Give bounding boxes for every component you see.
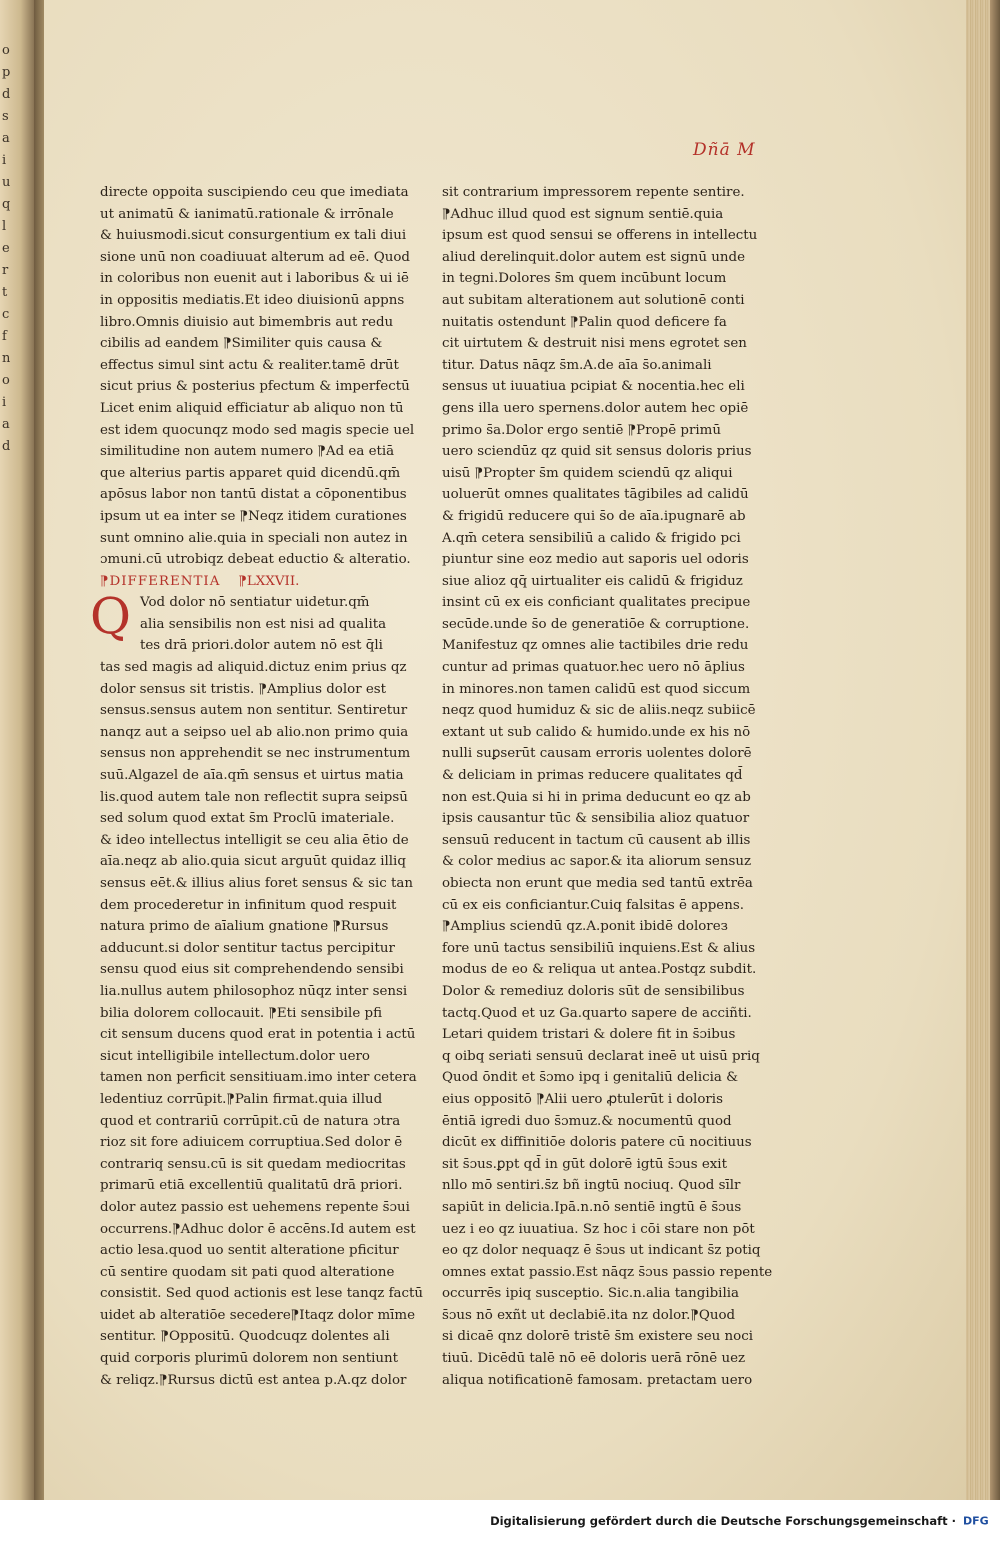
text-line: nllo mō sentiri.s̄z bñ ingtū nociuq. Quod sīlr (442, 1178, 741, 1194)
text-line: cit sensum ducens quod erat in potentia i actū (100, 1027, 416, 1043)
text-line: apōsus labor non tantū distat a cōponentibus (100, 487, 407, 503)
text-line: aliud derelinquit.dolor autem est signū unde (442, 249, 746, 265)
text-line: consistit. Sed quod actionis est lese tanqz factū (100, 1286, 424, 1302)
text-line: eo qz dolor nequaqz ē s̄ɔus ut indicant s̄z potiq (442, 1243, 761, 1259)
text-line: lia.nullus autem philosophoz nūqz inter sensi (100, 983, 408, 999)
text-line: ut animatū & ianimatū.rationale & irrōnale (100, 206, 394, 222)
text-line: dolor sensus sit tristis. ⁋Amplius dolor est (100, 681, 387, 697)
text-line: suū.Algazel de aīa.qm̄ sensus et uirtus matia (100, 768, 404, 784)
text-line: & huiusmodi.sicut consurgentium ex tali diui (100, 228, 407, 244)
text-line: sicut intelligibile intellectum.dolor uero (100, 1048, 370, 1064)
text-line: in minores.non tamen calidū est quod siccum (442, 681, 751, 697)
previous-page-text-fragments: o p d s a i u q l e r t c f n o i a d (2, 43, 11, 454)
text-line: cit uirtutem & destruit nisi mens egrotet sen (442, 336, 747, 352)
text-line: & ideo intellectus intelligit se ceu alia ētio de (100, 832, 409, 848)
text-line: contrariq sensu.cū is sit quedam mediocritas (100, 1156, 406, 1172)
text-line: ipsis causantur tūc & sensibilia alioz quatuor (442, 811, 750, 827)
text-line: dolor autez passio est uehemens repente s̄ɔui (100, 1199, 410, 1215)
text-line: & reliqz.⁋Rursus dictū est antea p.A.qz dolor (100, 1372, 407, 1388)
text-line: extant ut sub calido & humido.unde ex his nō (442, 724, 751, 740)
text-line: aliqua notificationē famosam. pretactam uero (442, 1372, 753, 1388)
section-heading (100, 571, 362, 593)
text-line: fore unū tactus sensibiliū inquiens.Est & alius (442, 940, 756, 956)
text-line: uisū ⁋Propter s̄m quidem sciendū qz aliqui (442, 465, 733, 481)
text-line: sapiūt in delicia.Ipā.n.nō sentiē ingtū ē s̄ɔus (442, 1199, 742, 1215)
text-line: quid corporis plurimū dolorem non sentiunt (100, 1351, 398, 1367)
text-line: in tegni.Dolores s̄m quem incūbunt locum (442, 271, 727, 287)
left-column-bottom-lines (100, 657, 424, 1391)
text-line: occurrēs ipiq susceptio. Sic.n.alia tangibilia (442, 1286, 740, 1302)
initial-adjacent-lines (100, 592, 387, 657)
text-line: primarū etiā excellentiū qualitatū drā priori. (100, 1178, 403, 1194)
text-line: tas sed magis ad aliquid.dictuz enim prius qz (100, 660, 407, 676)
text-line: s̄ɔus nō exñt ut declabiē.ita nz dolor.⁋Quod (442, 1307, 736, 1323)
text-line: que alterius partis apparet quid dicendū.qm̄ (100, 465, 401, 481)
text-line: modus de eo & reliqua ut antea.Postqz subdit. (442, 962, 757, 978)
text-line: si dicaē qnz dolorē tristē s̄m existere seu noci (442, 1329, 753, 1345)
text-line: adducunt.si dolor sentitur tactus percipitur (100, 940, 395, 956)
text-line: ledentiuz corrūpit.⁋Palin firmat.quia illud (100, 1091, 383, 1107)
folio-mark: Dñā M (693, 140, 756, 160)
text-line: eius oppositō ⁋Alii uero ꝓtulerūt i doloris (442, 1091, 723, 1107)
text-line: est idem quocunqz modo sed magis specie uel (100, 422, 415, 438)
text-line: titur. Datus nāqz s̄m.A.de aīa s̄o.animali (442, 357, 712, 373)
text-line: neqz quod humiduz & sic de aliis.neqz subiicē (442, 703, 756, 719)
text-line: sicut prius & posterius pfectum & imperfectū (100, 379, 410, 395)
text-line: sensus ut iuuatiua pcipiat & nocentia.hec eli (442, 379, 745, 395)
text-line: sensuū reducent in tactum cū causent ab illis (442, 832, 751, 848)
text-line: alia sensibilis non est nisi ad qualita (140, 616, 387, 632)
text-line: uoluerūt omnes qualitates tāgibiles ad calidū (442, 487, 749, 503)
text-line: obiecta non erunt que media sed tantū extrēa (442, 876, 753, 891)
text-line: ⁋Amplius sciendū qz.A.ponit ibidē doloreз (442, 919, 728, 935)
text-line: sunt omnino alie.quia in speciali non autez in (100, 530, 408, 546)
text-line: primo s̄a.Dolor ergo sentiē ⁋Propē primū (442, 422, 721, 438)
text-line: sensu quod eius sit comprehendendo sensibi (100, 962, 404, 978)
text-line: uidet ab alteratiōe secedere⁋Itaqz dolor mīme (100, 1307, 416, 1323)
text-line: similitudine non autem numero ⁋Ad ea etiā (100, 444, 395, 460)
text-line: cū ex eis conficiantur.Cuiq falsitas ē appens. (442, 897, 744, 913)
text-line: effectus simul sint actu & realiter.tamē drūt (100, 357, 399, 373)
footer-bar (0, 1500, 1000, 1543)
text-line: dem procederetur in infinitum quod respuit (100, 897, 397, 913)
text-line: A.qm̄ cetera sensibiliū a calido & frigido pci (442, 530, 741, 546)
text-line: in oppositis mediatis.Et ideo diuisionū appns (100, 292, 405, 308)
text-line: libro.Omnis diuisio aut bimembris aut redu (100, 314, 394, 330)
text-line: sensus non apprehendit se nec instrumentum (100, 746, 411, 762)
text-line: piuntur sine eoz medio aut saporis uel odoris (442, 552, 749, 568)
text-line: rioz sit fore adiuicem corruptiua.Sed dolor ē (100, 1135, 403, 1151)
text-line: directe oppoita suscipiendo ceu que imediata (100, 185, 409, 200)
page-fore-edge-shadow (990, 0, 1000, 1500)
text-line: Letari quidem tristari & dolere fit in s̄ɔibus (442, 1027, 736, 1043)
text-line: insint cū ex eis conficiant qualitates precipue (442, 595, 751, 611)
text-line: & deliciam in primas reducere qualitates qd̄ (442, 768, 743, 784)
text-line: ⁋Adhuc illud quod est signum sentiē.quia (442, 206, 724, 222)
funding-credit-text: Digitalisierung gefördert durch die Deutsche Forschungsgemeinschaft · (490, 1514, 956, 1528)
book-gutter (34, 0, 44, 1500)
text-line: sensus eēt.& illius alius foret sensus & sic tan (100, 876, 413, 891)
text-line: cibilis ad eandem ⁋Similiter quis causa & (100, 336, 383, 352)
text-line: sed solum quod extat s̄m Proclū imateriale. (100, 811, 395, 827)
initial-block (90, 587, 387, 657)
text-line: dicūt ex diffinitiōe doloris patere cū nocitiuus (442, 1135, 752, 1151)
text-line: aīa.neqz ab alio.quia sicut arguūt quidaz illiq (100, 854, 406, 870)
text-line: ipsum ut ea inter se ⁋Neqz itidem curationes (100, 508, 407, 524)
dfg-logo (962, 1512, 994, 1528)
text-line: & frigidū reducere qui s̄o de aīa.ipugnarē ab (442, 508, 746, 524)
text-line: occurrens.⁋Adhuc dolor ē accēns.Id autem est (100, 1221, 416, 1237)
text-line: & color medius ac sapor.& ita aliorum sensuz (442, 854, 752, 870)
text-line: ēntiā igredi duo s̄ɔmuz.& nocumentū quod (442, 1113, 732, 1129)
text-line: aut subitam alterationem aut solutionē conti (442, 292, 745, 308)
right-text-column (442, 182, 773, 1391)
text-line: Dolor & remediuz doloris sūt de sensibilibus (442, 983, 745, 999)
dfg-logo-text: DFG (963, 1514, 989, 1528)
text-line: natura primo de aīalium gnatione ⁋Rursus (100, 919, 389, 935)
text-line: sione unū non coadiuuat alterum ad eē. Quod (100, 249, 410, 265)
text-line: Vod dolor nō sentiatur uidetur.qm̄ (140, 595, 370, 611)
decorated-initial-letter: Q (90, 587, 131, 646)
left-text-column (90, 182, 424, 1391)
left-column-top-lines (100, 182, 415, 571)
section-heading-number: ⁋LXXVII. (238, 573, 300, 589)
text-line: cū sentire quodam sit pati quod alteratione (100, 1264, 395, 1280)
text-line: sit s̄ɔus.ꝑpt qd̄ in gūt dolorē igtū s̄ɔus exit (442, 1156, 727, 1172)
text-line: uero sciendūz qz quid sit sensus doloris prius (442, 444, 752, 460)
text-line: gens illa uero spernens.dolor autem hec opiē (442, 400, 749, 416)
text-line: sit contrarium impressorem repente sentire. (442, 185, 745, 200)
text-line: nuitatis ostendunt ⁋Palin quod deficere fa (442, 314, 727, 330)
text-line: Manifestuz qz omnes alie tactibiles drie redu (442, 638, 749, 654)
text-line: ipsum est quod sensui se offerens in intellectu (442, 228, 758, 244)
text-line: tes drā priori.dolor autem nō est q̄li (140, 638, 383, 654)
text-line: quod et contrariū corrūpit.cū de natura ɔtra (100, 1113, 401, 1129)
text-line: ɔmuni.cū utrobiqz debeat eductio & alteratio. (100, 552, 411, 568)
text-line: sensus.sensus autem non sentitur. Sentiretur (100, 703, 408, 719)
text-line: nulli suꝑserūt causam erroris uolentes dolorē (442, 746, 752, 762)
text-line: actio lesa.quod uo sentit alteratione pficitur (100, 1243, 399, 1259)
text-line: omnes extat passio.Est nāqz s̄ɔus passio repente (442, 1264, 773, 1280)
text-line: Quod ōndit et s̄ɔmo ipq i genitaliū delicia & (442, 1070, 739, 1086)
text-line: secūde.unde s̄o de generatiōe & corruptione. (442, 616, 750, 632)
text-line: bilia dolorem collocauit. ⁋Eti sensibile pfi (100, 1005, 383, 1021)
text-line: tamen non perficit sensitiuam.imo inter cetera (100, 1070, 417, 1086)
text-line: nanqz aut a seipso uel ab alio.non primo quia (100, 724, 409, 740)
section-heading-title: ⁋DIFFERENTIA (100, 573, 221, 589)
text-line: q oibq seriati sensuū declarat ineē ut uisū priq (442, 1048, 760, 1064)
text-line: tiuū. Dicēdū talē nō eē doloris uerā rōnē uez (442, 1351, 746, 1367)
text-line: sentitur. ⁋Oppositū. Quodcuqz dolentes ali (100, 1329, 390, 1345)
text-line: lis.quod autem tale non reflectit supra seipsū (100, 789, 408, 805)
text-line: Licet enim aliquid efficiatur ab aliquo non tū (100, 400, 404, 416)
previous-page-edge (0, 0, 34, 1500)
text-line: cuntur ad primas quatuor.hec uero nō āplius (442, 660, 745, 676)
text-line: non est.Quia si hi in prima deducunt eo qz ab (442, 789, 751, 805)
text-line: uez i eo qz iuuatiua. Sz hoc i cōi stare non pōt (442, 1221, 755, 1237)
text-line: tactq.Quod et uz Ga.quarto sapere de acciñti. (442, 1005, 752, 1021)
text-line: siue alioz qq̄ uirtualiter eis calidū & frigiduz (442, 573, 743, 589)
text-line: in coloribus non euenit aut i laboribus & ui iē (100, 271, 409, 287)
